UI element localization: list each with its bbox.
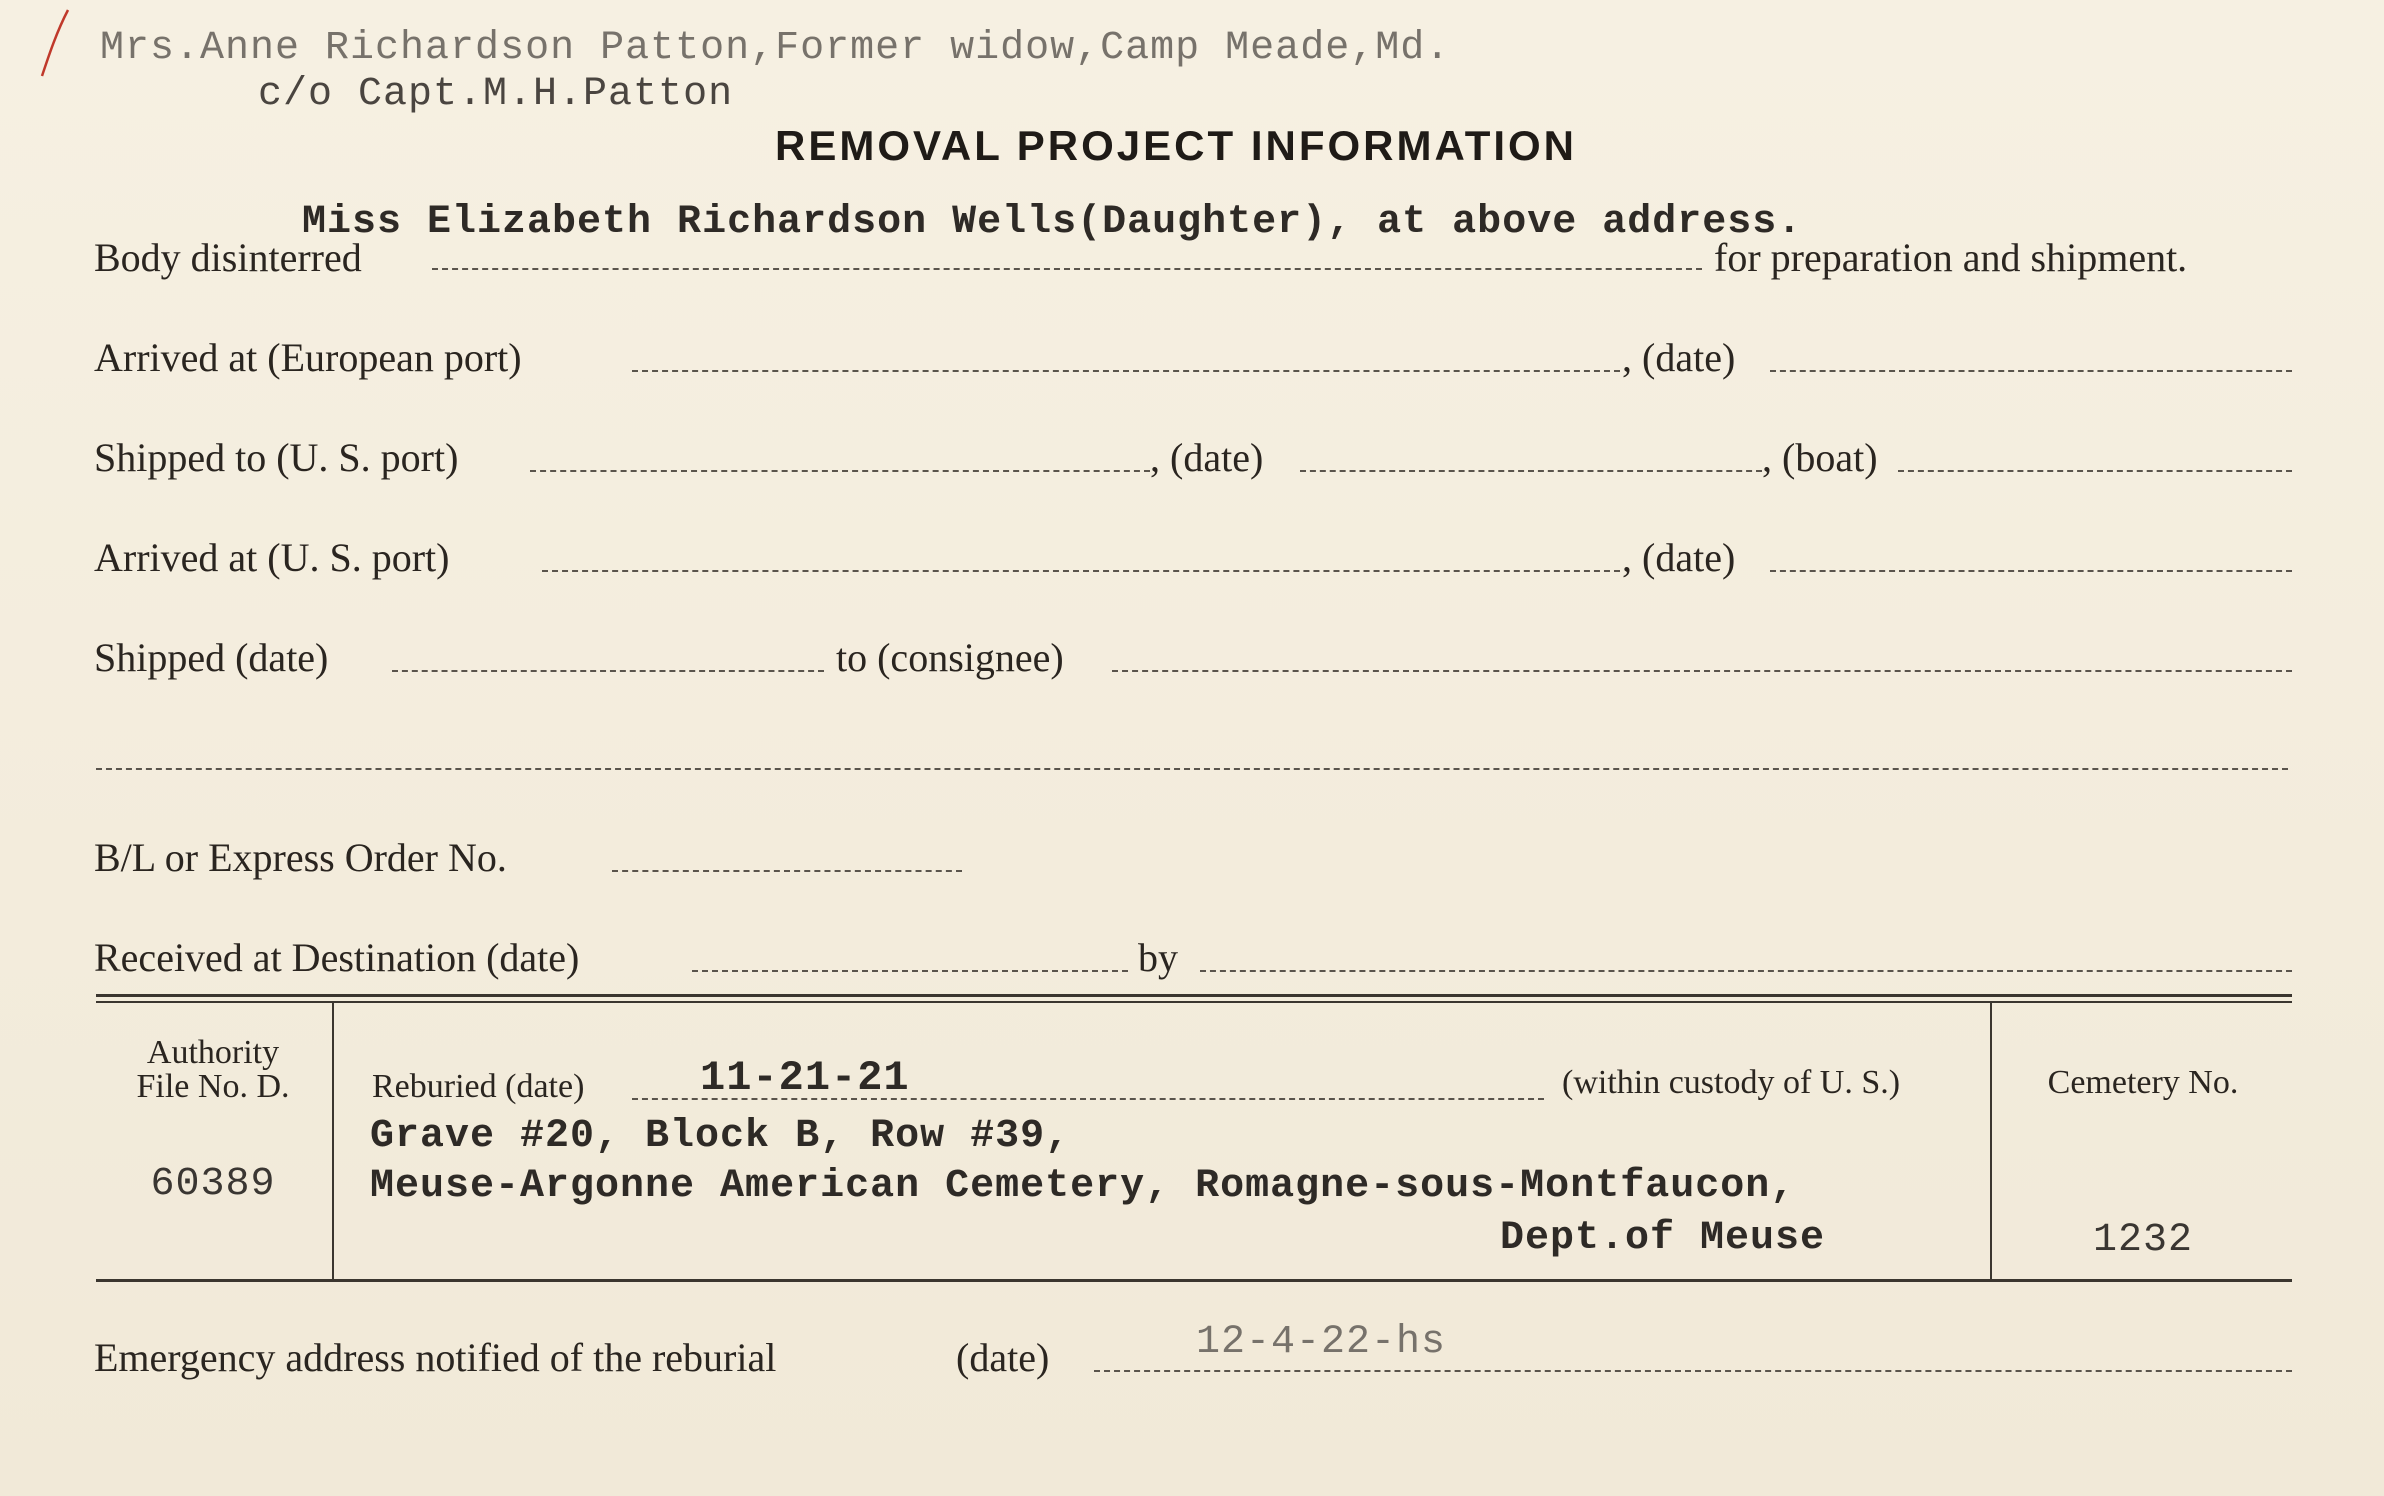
consignee-line	[1112, 670, 2292, 672]
arrived-us-date-line	[1770, 570, 2292, 572]
address-line-1: Mrs.Anne Richardson Patton,Former widow,Camp Meade,Md.	[100, 26, 1451, 71]
check-mark-icon	[40, 8, 70, 78]
body-disinterred-typed-value: Miss Elizabeth Richardson Wells(Daughter), at above address.	[302, 200, 1803, 245]
boat-label: , (boat)	[1762, 435, 1878, 480]
arrived-european-line	[632, 370, 1620, 372]
arrived-us-label: Arrived at (U. S. port)	[94, 535, 450, 580]
shipped-date-line	[392, 670, 824, 672]
shipped-date-label: Shipped (date)	[94, 635, 329, 680]
grave-line-2: Meuse-Argonne American Cemetery, Romagne-sous-Montfaucon,	[370, 1164, 1796, 1209]
body-disinterred-suffix: for preparation and shipment.	[1714, 235, 2188, 280]
authority-label	[100, 1036, 326, 1104]
shipped-us-line	[530, 470, 1150, 472]
body-disinterred-line	[432, 268, 1702, 270]
shipped-us-date-line	[1300, 470, 1762, 472]
page-title: REMOVAL PROJECT INFORMATION	[775, 122, 1578, 169]
emergency-date-label: (date)	[956, 1335, 1050, 1380]
by-label: by	[1138, 935, 1178, 980]
cemetery-label: Cemetery No.	[2047, 1064, 2239, 1101]
arrived-european-label: Arrived at (European port)	[94, 335, 522, 380]
continuation-line	[96, 768, 2288, 770]
table-divider-right	[1990, 1003, 1992, 1279]
bl-label: B/L or Express Order No.	[94, 835, 507, 880]
boat-line	[1898, 470, 2292, 472]
received-date-line	[692, 970, 1128, 972]
table-bottom-rule	[96, 1279, 2292, 1282]
authority-file-number: 60389	[150, 1162, 276, 1207]
arrived-us-line	[542, 570, 1620, 572]
table-divider-left	[332, 1003, 334, 1279]
table-top-rule-2	[96, 1001, 2292, 1003]
emergency-label: Emergency address notified of the reburial	[94, 1335, 777, 1380]
arrived-european-date-label: , (date)	[1622, 335, 1736, 380]
arrived-european-date-line	[1770, 370, 2292, 372]
emergency-date-value: 12-4-22-hs	[1196, 1320, 1447, 1365]
authority-label-line-1: Authority	[146, 1034, 280, 1071]
to-consignee-label: to (consignee)	[836, 635, 1064, 680]
grave-line-3: Dept.of Meuse	[1500, 1216, 1826, 1261]
shipped-us-label: Shipped to (U. S. port)	[94, 435, 459, 480]
shipped-us-date-label: , (date)	[1150, 435, 1264, 480]
address-line-2: c/o Capt.M.H.Patton	[258, 72, 734, 117]
table-top-rule-1	[96, 994, 2292, 997]
received-by-line	[1200, 970, 2292, 972]
reburied-date-value: 11-21-21	[700, 1054, 910, 1102]
bl-line	[612, 870, 962, 872]
body-disinterred-label: Body disinterred	[94, 235, 362, 280]
authority-label-line-2: File No. D.	[136, 1068, 290, 1105]
received-label: Received at Destination (date)	[94, 935, 580, 980]
reburied-label: Reburied (date)	[372, 1068, 585, 1105]
custody-label: (within custody of U. S.)	[1562, 1064, 1901, 1101]
arrived-us-date-label: , (date)	[1622, 535, 1736, 580]
emergency-date-line	[1094, 1370, 2292, 1372]
grave-line-1: Grave #20, Block B, Row #39,	[370, 1114, 1071, 1159]
cemetery-number: 1232	[2092, 1218, 2193, 1263]
